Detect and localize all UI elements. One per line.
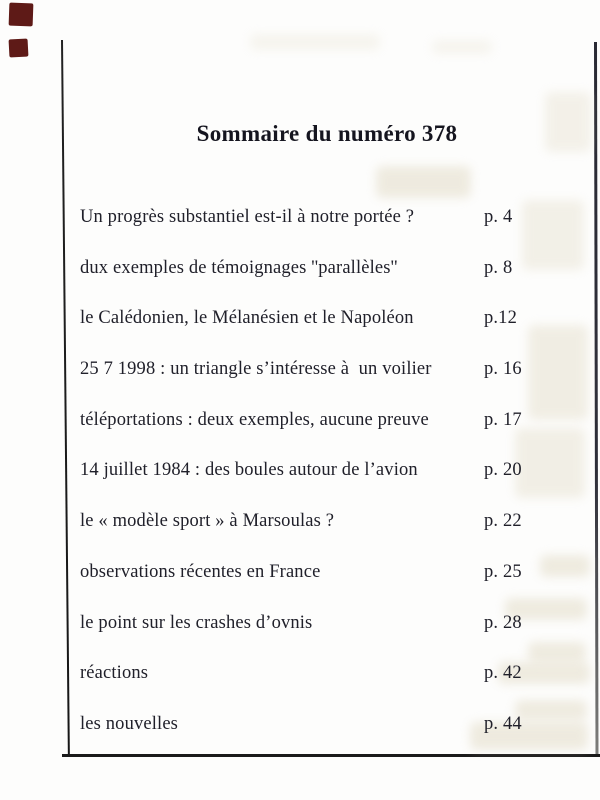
toc-list (80, 201, 550, 759)
toc-entry-page: p. 17 (484, 409, 522, 430)
toc-entry-label: le Calédonien, le Mélanésien et le Napoléon (80, 308, 414, 329)
toc-entry (80, 607, 550, 658)
toc-entry-label: 25 7 1998 : un triangle s’intéresse à un voilier (80, 359, 432, 380)
toc-entry-label: dux exemples de témoignages ''parallèles'' (80, 257, 398, 278)
toc-entry-label: le point sur les crashes d’ovnis (80, 612, 313, 633)
toc-entry-page: p. 4 (484, 207, 513, 227)
toc-entry (80, 657, 550, 708)
toc-entry-label: les nouvelles (80, 713, 179, 734)
toc-entry-label: 14 juillet 1984 : des boules autour de l’avion (80, 460, 418, 481)
toc-entry (80, 353, 550, 404)
toc-entry (80, 404, 550, 455)
toc-entry-label: réactions (80, 663, 149, 684)
red-stamp-mark-icon (9, 3, 34, 27)
toc-entry-page: p. 25 (484, 561, 522, 582)
toc-entry (80, 454, 550, 505)
toc-entry-label: observations récentes en France (80, 561, 321, 582)
toc-entry (80, 505, 550, 556)
toc-entry-label: Un progrès substantiel est-il à notre portée ? (80, 207, 415, 227)
toc-entry (80, 708, 550, 759)
toc-entry (80, 556, 550, 607)
toc-entry-page: p. 22 (484, 511, 522, 532)
toc-entry-page: p. 20 (484, 460, 522, 481)
toc-entry (80, 302, 550, 353)
toc-entry (80, 252, 550, 303)
toc-entry-page: p.12 (484, 308, 517, 329)
toc-entry (80, 201, 550, 252)
toc-title: Sommaire du numéro 378 (196, 121, 458, 146)
toc-entry-page: p. 8 (484, 257, 513, 278)
red-stamp-mark-icon (9, 39, 29, 58)
toc-entry-page: p. 16 (484, 359, 522, 380)
page-edge-line-left (61, 40, 70, 756)
toc-entry-label: téléportations : deux exemples, aucune preuve (80, 409, 429, 430)
page-edge-line-right (594, 42, 598, 756)
bleed-through-smudge (250, 34, 380, 50)
bleed-through-smudge (432, 40, 492, 54)
toc-entry-page: p. 42 (484, 663, 522, 684)
toc-entry-label: le « modèle sport » à Marsoulas ? (80, 511, 335, 532)
bleed-through-smudge (376, 166, 471, 198)
toc-entry-page: p. 28 (484, 612, 522, 633)
toc-entry-page: p. 44 (484, 713, 522, 734)
